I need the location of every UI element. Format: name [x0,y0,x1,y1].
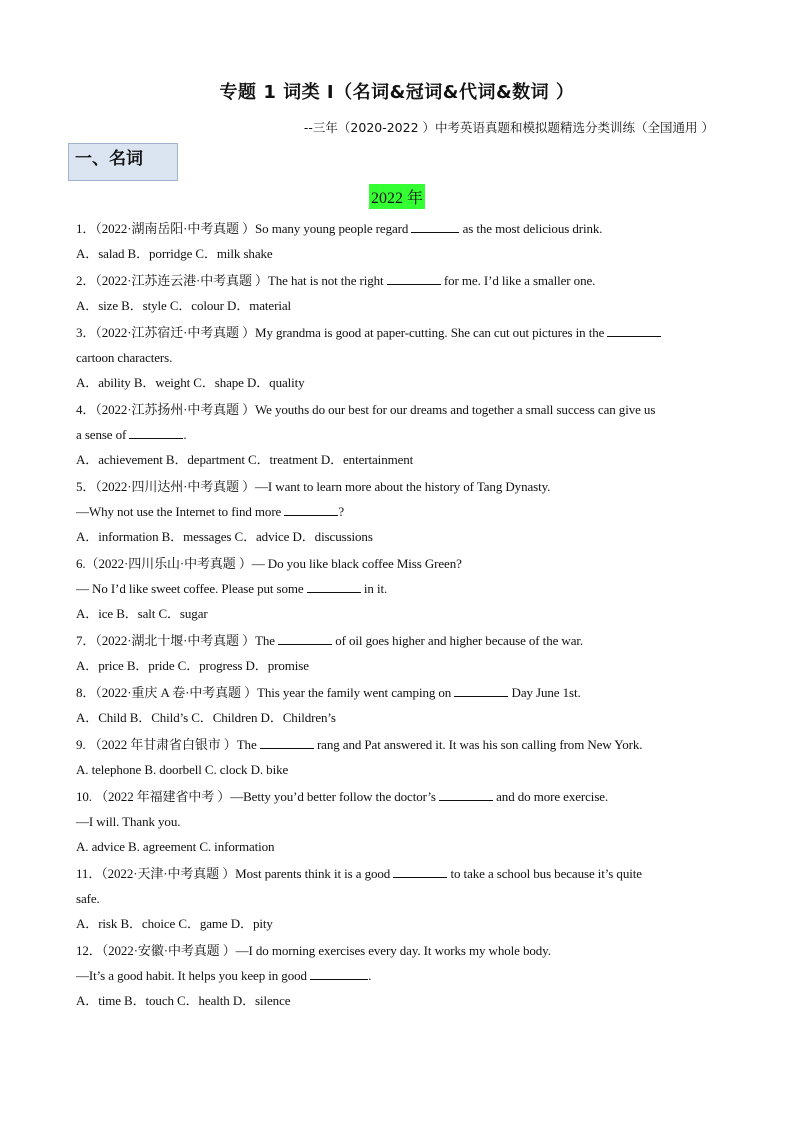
question-stem-cont: — No I’d like sweet coffee. Please put some [76,581,304,596]
question-stem: 5．（2022·四川达州·中考真题 ）—I want to learn more about the history of Tang Dynasty. [76,479,551,494]
section-heading: 一、名词 [68,143,178,181]
question-2 [76,268,718,318]
question-stem: 11．（2022·天津·中考真题 ）Most parents think it is a good [76,866,391,881]
question-11 [76,861,718,936]
answer-blank[interactable] [439,788,493,801]
page-title: 专题 1 词类 I（名词&冠词&代词&数词 ） [219,82,575,103]
question-options: A．time B．touch C．health D．silence [76,993,291,1008]
question-stem-end: safe. [76,891,100,906]
question-stem-cont: and do more exercise. [496,789,609,804]
question-stem: 8．（2022·重庆 A 卷·中考真题 ）This year the family went camping on [76,685,452,700]
question-stem: 10. （2022 年福建省中考 ）—Betty you’d better follow the doctor’s [76,789,436,804]
question-stem-end: ? [338,504,345,519]
question-options: A．achievement B．department C．treatment D．entertainment [76,452,414,467]
question-stem: 1．（2022·湖南岳阳·中考真题 ）So many young people regard [76,221,409,236]
question-stem-cont: Day June 1st. [511,685,581,700]
answer-blank[interactable] [278,632,332,645]
question-10 [76,784,718,859]
question-stem-cont: rang and Pat answered it. It was his son calling from New York. [316,737,643,752]
question-1 [76,216,718,266]
question-reply: —I will. Thank you. [76,814,181,829]
question-stem: 4．（2022·江苏扬州·中考真题 ）We youths do our best for our dreams and together a small success can give us [76,402,656,417]
answer-blank[interactable] [387,272,441,285]
question-stem-end: in it. [363,581,388,596]
question-stem-end: . [368,968,372,983]
question-options: A．risk B．choice C．game D．pity [76,916,273,931]
question-stem-cont: for me. I’d like a smaller one. [443,273,596,288]
question-8 [76,680,718,730]
answer-blank[interactable] [260,736,314,749]
question-options: A．price B．pride C．progress D．promise [76,658,309,673]
question-stem-cont: of oil goes higher and higher because of the war. [335,633,584,648]
question-stem: 6.（2022·四川乐山·中考真题 ）— Do you like black coffee Miss Green? [76,556,462,571]
answer-blank[interactable] [607,324,661,337]
answer-blank[interactable] [310,967,368,980]
question-options: A．Child B．Child’s C．Children D．Children’s [76,710,336,725]
question-options: A．information B．messages C．advice D．discussions [76,529,373,544]
page-subtitle: --三年（2020-2022 ）中考英语真题和模拟题精选分类训练（全国通用 ） [303,120,714,135]
answer-blank[interactable] [411,220,459,233]
question-options: A．ice B．salt C．sugar [76,606,208,621]
question-4 [76,397,718,472]
question-stem-cont: to take a school bus because it’s quite [450,866,642,881]
answer-blank[interactable] [307,580,361,593]
question-stem-cont: —It’s a good habit. It helps you keep in good [76,968,307,983]
question-options: A．salad B．porridge C．milk shake [76,246,273,261]
question-options: A．ability B．weight C．shape D．quality [76,375,305,390]
question-7 [76,628,718,678]
question-stem-cont: —Why not use the Internet to find more [76,504,282,519]
question-stem: 7．（2022·湖北十堰·中考真题 ）The [76,633,275,648]
question-6 [76,551,718,626]
question-stem: 9. （2022 年甘肃省白银市 ）The [76,737,257,752]
question-options: A．size B．style C．colour D．material [76,298,292,313]
question-list [76,216,718,1013]
question-options: A. telephone B. doorbell C. clock D. bike [76,762,289,777]
answer-blank[interactable] [284,503,338,516]
question-stem-cont: as the most delicious drink. [462,221,603,236]
year-heading: 2022 年 [369,184,425,209]
answer-blank[interactable] [393,865,447,878]
answer-blank[interactable] [129,426,183,439]
question-stem-cont: cartoon characters. [76,350,173,365]
question-stem: 3．（2022·江苏宿迁·中考真题 ）My grandma is good at paper-cutting. She can cut out pictures in the [76,325,605,340]
question-stem-cont: a sense of [76,427,127,442]
question-stem: 12．（2022·安徽·中考真题 ）—I do morning exercises every day. It works my whole body. [76,943,551,958]
year-heading-wrap [0,184,794,209]
question-stem: 2．（2022·江苏连云港·中考真题 ）The hat is not the right [76,273,384,288]
question-9 [76,732,718,782]
question-5 [76,474,718,549]
question-options: A. advice B. agreement C. information [76,839,275,854]
question-stem-end: . [183,427,187,442]
question-12 [76,938,718,1013]
question-3 [76,320,718,395]
answer-blank[interactable] [454,684,508,697]
